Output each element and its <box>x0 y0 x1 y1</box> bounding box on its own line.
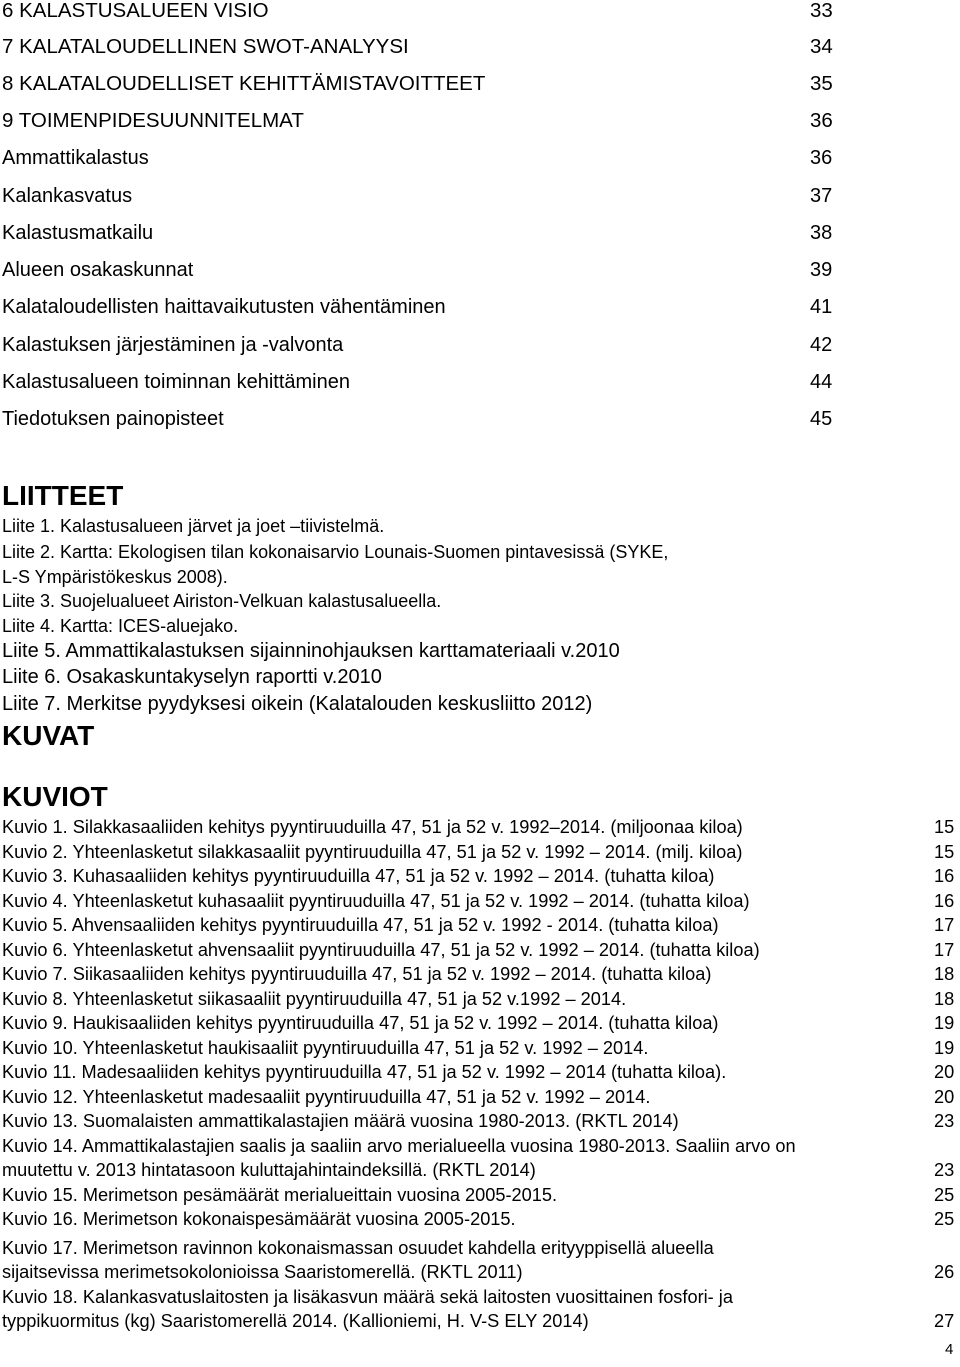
figure-entry-page: 17 <box>934 915 955 935</box>
figure-entry-page: 20 <box>934 1062 955 1082</box>
toc-entry[interactable] <box>0 255 960 285</box>
toc-entry-title: Kalastusmatkailu <box>2 222 154 244</box>
toc-entry[interactable] <box>0 367 960 397</box>
toc-entry-title: Tiedotuksen painopisteet <box>2 408 224 430</box>
toc-entry-page: 36 <box>810 147 833 169</box>
appendix-line: Liite 2. Kartta: Ekologisen tilan kokonaisarvio Lounais-Suomen pintavesissä (SYKE, <box>2 542 669 562</box>
toc-entry-page: 41 <box>810 296 833 318</box>
appendix-line: Liite 6. Osakaskuntakyselyn raportti v.2010 <box>2 666 382 688</box>
figure-entry-page: 25 <box>934 1185 955 1205</box>
figure-entry-title: Kuvio 14. Ammattikalastajien saalis ja saaliin arvo merialueella vuosina 1980-2013. Saaliin arvo on <box>2 1136 796 1156</box>
toc-entry-title: 6 KALASTUSALUEEN VISIO <box>2 0 269 22</box>
figure-entry[interactable] <box>0 1011 960 1036</box>
figure-entry-title: Kuvio 5. Ahvensaaliiden kehitys pyyntiruuduilla 47, 51 ja 52 v. 1992 - 2014. (tuhatta kiloa) <box>2 915 719 935</box>
figure-entry[interactable] <box>0 864 960 889</box>
figure-entry[interactable] <box>0 840 960 865</box>
kuviot-heading: KUVIOT <box>2 781 108 812</box>
figure-entry-page: 20 <box>934 1087 955 1107</box>
figure-entry-page: 16 <box>934 891 955 911</box>
figure-entry[interactable] <box>0 1109 960 1134</box>
toc-entry-title: Kalastuksen järjestäminen ja -valvonta <box>2 334 344 356</box>
toc-entry-page: 39 <box>810 259 833 281</box>
figure-entry-title: Kuvio 13. Suomalaisten ammattikalastajien määrä vuosina 1980-2013. (RKTL 2014) <box>2 1111 679 1131</box>
toc-entry-page: 36 <box>810 109 833 132</box>
figure-entry-title: Kuvio 16. Merimetson kokonaispesämäärät vuosina 2005-2015. <box>2 1209 516 1229</box>
toc-entry-title: Kalataloudellisten haittavaikutusten vähentäminen <box>2 296 446 318</box>
toc-entry[interactable] <box>0 143 960 173</box>
toc-entry-page: 35 <box>810 72 833 95</box>
toc-entry[interactable] <box>0 69 960 99</box>
figure-entry[interactable] <box>0 913 960 938</box>
figure-entry-title: typpikuormitus (kg) Saaristomerellä 2014. (Kallioniemi, H. V-S ELY 2014) <box>2 1311 589 1331</box>
figure-entry-page: 15 <box>934 842 955 862</box>
figure-entry-title: Kuvio 4. Yhteenlasketut kuhasaaliit pyyntiruuduilla 47, 51 ja 52 v. 1992 – 2014. (tuhatta kiloa) <box>2 891 750 911</box>
figure-entry[interactable] <box>0 1134 960 1159</box>
appendix-line: Liite 1. Kalastusalueen järvet ja joet –tiivistelmä. <box>2 516 385 536</box>
figure-entry-page: 23 <box>934 1111 955 1131</box>
toc-entry-title: 8 KALATALOUDELLISET KEHITTÄMISTAVOITTEET <box>2 72 486 95</box>
toc-entry-title: 7 KALATALOUDELLINEN SWOT-ANALYYSI <box>2 35 409 58</box>
toc-entry-page: 42 <box>810 334 833 356</box>
figure-entry-title: Kuvio 7. Siikasaaliiden kehitys pyyntiruuduilla 47, 51 ja 52 v. 1992 – 2014. (tuhatta kiloa) <box>2 964 712 984</box>
toc-entry-title: Alueen osakaskunnat <box>2 259 194 281</box>
figure-entry[interactable] <box>0 1036 960 1061</box>
figure-entry[interactable] <box>0 962 960 987</box>
toc-entry[interactable] <box>0 404 960 434</box>
appendix-line: Liite 3. Suojelualueet Airiston-Velkuan kalastusalueella. <box>2 591 442 611</box>
appendix-line: Liite 7. Merkitse pyydyksesi oikein (Kalatalouden keskusliitto 2012) <box>2 693 593 715</box>
figure-entry-page: 26 <box>934 1262 955 1282</box>
toc-entry-title: Ammattikalastus <box>2 147 149 169</box>
toc-entry-page: 37 <box>810 185 833 207</box>
figure-entry-page: 18 <box>934 964 955 984</box>
figure-entry-title: Kuvio 6. Yhteenlasketut ahvensaaliit pyyntiruuduilla 47, 51 ja 52 v. 1992 – 2014. (tuhatta kiloa) <box>2 940 760 960</box>
figure-entry[interactable] <box>0 889 960 914</box>
figure-entry-page: 16 <box>934 866 955 886</box>
appendix-line: Liite 4. Kartta: ICES-aluejako. <box>2 616 239 636</box>
figure-entry-page: 23 <box>934 1160 955 1180</box>
toc-entry-page: 44 <box>810 371 833 393</box>
figure-entry-page: 15 <box>934 817 955 837</box>
toc-entry[interactable] <box>0 218 960 248</box>
figure-entry[interactable] <box>0 938 960 963</box>
toc-entry-title: Kalastusalueen toiminnan kehittäminen <box>2 371 350 393</box>
liitteet-heading: LIITTEET <box>2 480 124 511</box>
toc-entry-page: 45 <box>810 408 833 430</box>
toc-entry-title: 9 TOIMENPIDESUUNNITELMAT <box>2 109 304 132</box>
appendix-line: L-S Ympäristökeskus 2008). <box>2 567 228 587</box>
figure-entry-title: Kuvio 3. Kuhasaaliiden kehitys pyyntiruuduilla 47, 51 ja 52 v. 1992 – 2014. (tuhatta kiloa) <box>2 866 715 886</box>
figure-entry-title: Kuvio 17. Merimetson ravinnon kokonaismassan osuudet kahdella erityyppisellä alueella <box>2 1238 714 1258</box>
figure-entry-page: 27 <box>934 1311 955 1331</box>
toc-entry-page: 34 <box>810 35 833 58</box>
toc-entry-title: Kalankasvatus <box>2 185 133 207</box>
toc-entry[interactable] <box>0 292 960 322</box>
figure-entry[interactable] <box>0 987 960 1012</box>
figure-entry-page: 17 <box>934 940 955 960</box>
figure-entry-title: Kuvio 2. Yhteenlasketut silakkasaaliit pyyntiruuduilla 47, 51 ja 52 v. 1992 – 2014. (milj. kiloa) <box>2 842 743 862</box>
figure-entry-title: Kuvio 10. Yhteenlasketut haukisaaliit pyyntiruuduilla 47, 51 ja 52 v. 1992 – 2014. <box>2 1038 649 1058</box>
figure-entry-title: Kuvio 15. Merimetson pesämäärät merialueittain vuosina 2005-2015. <box>2 1185 558 1205</box>
figure-entry[interactable] <box>0 815 960 840</box>
figure-entry-page: 19 <box>934 1013 955 1033</box>
toc-entry[interactable] <box>0 181 960 211</box>
toc-entry[interactable] <box>0 32 960 62</box>
figure-entry-title: Kuvio 9. Haukisaaliiden kehitys pyyntiruuduilla 47, 51 ja 52 v. 1992 – 2014. (tuhatta kiloa) <box>2 1013 719 1033</box>
figure-entry[interactable] <box>0 1183 960 1208</box>
toc-entry[interactable] <box>0 106 960 136</box>
figure-entry[interactable] <box>0 1285 960 1310</box>
figure-entry-page: 19 <box>934 1038 955 1058</box>
figure-entry[interactable] <box>0 1207 960 1232</box>
figure-entry-page: 25 <box>934 1209 955 1229</box>
toc-entry-page: 38 <box>810 222 833 244</box>
toc-entry[interactable] <box>0 330 960 360</box>
toc-entry-page: 33 <box>810 0 833 22</box>
figure-entry[interactable] <box>0 1309 960 1334</box>
figure-entry-title: Kuvio 18. Kalankasvatuslaitosten ja lisäkasvun määrä sekä laitosten vuosittainen fosfori- ja <box>2 1287 733 1307</box>
figure-entry-title: Kuvio 12. Yhteenlasketut madesaaliit pyyntiruuduilla 47, 51 ja 52 v. 1992 – 2014. <box>2 1087 651 1107</box>
figure-entry-title: Kuvio 8. Yhteenlasketut siikasaaliit pyyntiruuduilla 47, 51 ja 52 v.1992 – 2014. <box>2 989 627 1009</box>
figure-entry-page: 18 <box>934 989 955 1009</box>
toc-entry[interactable] <box>0 0 960 26</box>
figure-entry-title: muutettu v. 2013 hintatasoon kuluttajahintaindeksillä. (RKTL 2014) <box>2 1160 536 1180</box>
appendix-line: Liite 5. Ammattikalastuksen sijainninohjauksen karttamateriaali v.2010 <box>2 640 620 662</box>
kuvat-heading: KUVAT <box>2 720 95 751</box>
page-number: 4 <box>945 1341 954 1358</box>
figure-entry-title: Kuvio 1. Silakkasaaliiden kehitys pyyntiruuduilla 47, 51 ja 52 v. 1992–2014. (miljoonaa kiloa) <box>2 817 743 837</box>
figure-entry[interactable] <box>0 1060 960 1085</box>
figure-entry-title: sijaitsevissa merimetsokolonioissa Saaristomerellä. (RKTL 2011) <box>2 1262 523 1282</box>
figure-entry[interactable] <box>0 1236 960 1261</box>
figure-entry[interactable] <box>0 1158 960 1183</box>
figure-entry-title: Kuvio 11. Madesaaliiden kehitys pyyntiruuduilla 47, 51 ja 52 v. 1992 – 2014 (tuhatta kiloa). <box>2 1062 727 1082</box>
figure-entry[interactable] <box>0 1260 960 1285</box>
figure-entry[interactable] <box>0 1085 960 1110</box>
